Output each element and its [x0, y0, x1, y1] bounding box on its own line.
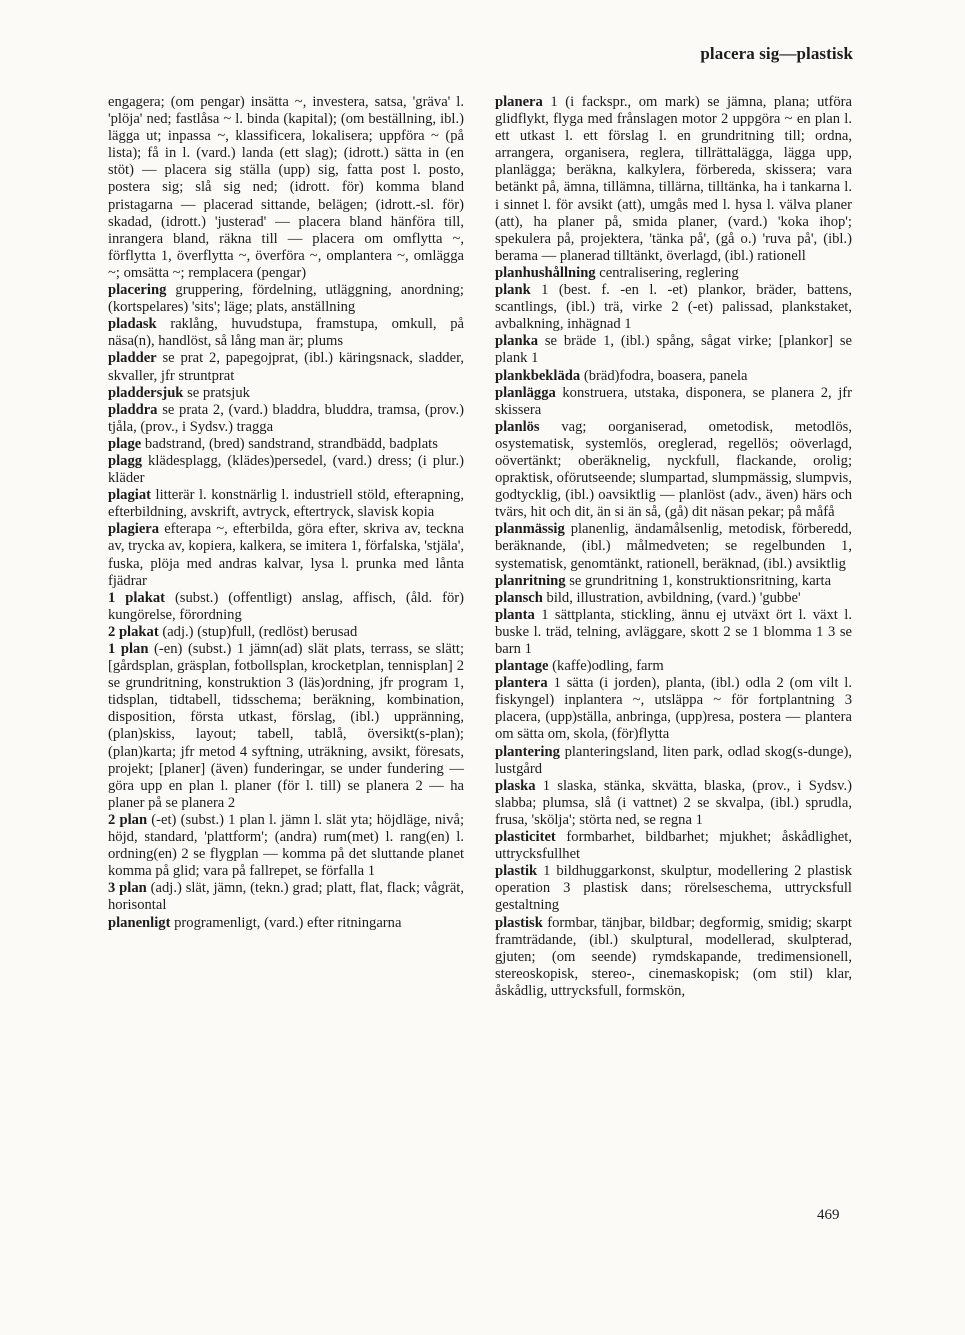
entry-definition: formbarhet, bildbarhet; mjukhet; åskådlighet, uttrycksfullhet [495, 829, 852, 863]
entry-definition: vag; oorganiserad, ometodisk, metodlös, osystematisk, systemlös, oreglerad, regellös; oöverlagd, oövertänkt; oberäknelig, nyckfull, flackande, orolig; opraktisk, oförutseende; slumpartad, slumpmässig, slumpvis, godtycklig, (ibl.) oavsiktlig — planlöst (adv., även) härs och tvärs, hit och dit, än si än så, (gå) dit näsan pekar; på måfå [495, 418, 852, 521]
entry-definition: (kaffe)odling, farm [552, 658, 664, 675]
entry-headword: planera [495, 94, 543, 110]
entry-definition: planteringsland, liten park, odlad skog(s-dunge), lustgård [495, 743, 852, 777]
entry-definition: 1 sätta (i jorden), planta, (ibl.) odla 2 (om vilt l. fiskyngel) inplantera ~, utsläppa ~ för fortplantning 3 placera, (upp)ställa, anbringa, (upp)resa, postera — plantera om sätta om, skola, (för)flytta [495, 675, 852, 743]
page-number: 469 [817, 1207, 840, 1223]
entry-headword: plaska [495, 777, 536, 794]
entry-headword: plastik [495, 863, 538, 880]
entry-definition: raklång, huvudstupa, framstupa, omkull, på näsa(n), handlöst, så lång man är; plums [108, 316, 464, 350]
entry-headword: pladdersjuk [108, 384, 184, 401]
entry-definition: formbar, tänjbar, bildbar; degformig, smidig; skarpt framträdande, (ibl.) skulptural, modellerad, skulpterad, gjuten; (om seende) rymdskapande, tredimensionell, stereoskopisk, stereo-, cinemaskopisk; (om stil) klar, åskådlig, uttrycksfull, formskön, [495, 914, 852, 999]
dictionary-entry [495, 333, 852, 367]
entry-definition: litterär l. konstnärlig l. industriell stöld, efterapning, efterbildning, avskrift, avtryck, eftertryck, slavisk kopia [108, 487, 464, 521]
entry-headword: plankbeklädа [495, 367, 581, 384]
entry-headword: 2 plakat [108, 623, 159, 640]
entry-definition: se pratsjuk [187, 384, 250, 401]
dictionary-entry [495, 607, 852, 658]
dictionary-entry [495, 590, 852, 607]
dictionary-entry [108, 385, 464, 402]
dictionary-entry [495, 829, 852, 863]
entry-definition: (-en) (subst.) 1 jämn(ad) slät plats, terrass, se slätt; [gårdsplan, gräsplan, fotbollsplan, krocketplan, tennisplan] 2 se grundritning, konstruktion 3 (läs)ordning, jfr program 1, tidsplan, tidtabell, tidsschema; beräkning, kombination, disposition, första utkast, förslag, (ibl.) uppränning, (plan)skiss, layout; tabell, tablå, översikt(s-plan); (plan)karta; jfr metod 4 syftning, uträkning, avsikt, föresats, projekt; [planer] (även) funderingar, se under fundering — göra upp en plan l. planer (för l. till) se planera 2 — ha planer på se planera 2 [108, 641, 465, 811]
entry-definition: efterapa ~, efterbilda, göra efter, skriva av, teckna av, trycka av, kopiera, kalkera, se imitera 1, förfalska, 'stjäla', fuska, plöja med andras kalvar, lysa l. prunka med lånta fjädrar [108, 521, 464, 589]
dictionary-entry [108, 487, 464, 521]
dictionary-entry [495, 915, 852, 1000]
entry-definition: programenligt, (vard.) efter ritningarna [174, 914, 402, 931]
dictionary-entry [495, 94, 852, 265]
dictionary-entry [495, 573, 852, 590]
entry-headword: plage [108, 435, 142, 452]
entry-definition: engagera; (om pengar) insätta ~, investera, satsa, 'gräva' l. 'plöja' ned; fastlåsa ~ l. binda (kapital); (om beställning, ibl.) lägga ut; inpassa ~, klassificera, lokalisera; uppföra ~ (på lista); få in l. (vard.) landa (ett slag); (idrott.) sätta in (en stöt) — placera sig ställa (upp) sig, fatta post l. posto, postera sig; slå sig ned; (idrott. för) komma bland pristagarna — placerad sittande, belägen; (idrott.-sl. för) skadad, (idrott.) 'justerad' — placera bland hänföra till, inrangera bland, räkna till — placera om omflytta ~, förflytta 1, överflytta ~, överföra ~, omplantera ~, omlägga ~; omsätta ~; remplacera (pengar) [108, 94, 464, 281]
entry-headword: planenligt [108, 914, 171, 931]
entry-definition: centralisering, reglering [599, 264, 739, 281]
entry-definition: 1 (best. f. -en l. -et) plankor, bräder, battens, scantlings, (ibl.) trä, virke 2 (-et) palissad, plankstaket, avbalkning, inhägnad 1 [495, 282, 852, 333]
entry-headword: plagiat [108, 487, 151, 504]
entry-definition: se prat 2, papegojprat, (ibl.) käringsnack, sladder, skvaller, jfr struntprat [108, 350, 464, 384]
entry-definition: (-et) (subst.) 1 plan l. jämn l. slät yta; höjdläge, nivå; höjd, standard, 'plattform'; (andra) rum(met) l. rang(en) l. ordning(en) 2 se flygplan — komma på det sluttande planet komma på glid; vara på fallrepet, se förfalla 1 [108, 811, 465, 880]
dictionary-entry [108, 316, 464, 350]
entry-headword: plantage [495, 658, 549, 675]
entry-definition: konstruera, utstaka, disponera, se planera 2, jfr skissera [495, 384, 853, 418]
dictionary-entry [108, 402, 464, 436]
dictionary-entry [108, 94, 464, 282]
entry-headword: planta [495, 606, 535, 623]
entry-definition: badstrand, (bred) sandstrand, strandbädd, badplats [144, 435, 438, 452]
dictionary-entry [495, 282, 852, 333]
entry-headword: planlägga [495, 384, 556, 401]
entry-definition: 1 sättplanta, stickling, ännu ej utväxt ört l. växt l. buske l. träd, telning, avläggare, skott 2 se 1 blomma 1 3 se barn 1 [495, 606, 852, 657]
entry-headword: planhushållning [495, 264, 596, 281]
entry-headword: planritning [495, 572, 566, 589]
entry-definition: planenlig, ändamålsenlig, metodisk, förberedd, beräknande, (ibl.) målmedveten; se regelbunden 1, systematisk, genomtänkt, rationell, beräknad, (ibl.) avsiktlig [495, 521, 852, 572]
entry-definition: klädesplagg, (klädes)persedel, (vard.) dress; (i plur.) kläder [108, 452, 464, 487]
entry-definition: (subst.) (offentligt) anslag, affisch, (åld. för) kungörelse, förordning [108, 589, 465, 623]
dictionary-entry [108, 641, 464, 812]
dictionary-entry [108, 624, 464, 641]
dictionary-entry [495, 521, 852, 572]
entry-headword: plasticitet [495, 829, 556, 846]
entry-definition: bild, illustration, avbildning, (vard.) 'gubbe' [546, 589, 801, 606]
dictionary-entry [108, 880, 464, 914]
entry-definition: 1 (i fackspr., om mark) se jämna, plana; utföra glidflykt, flyga med frånslagen motor 2 uppgöra ~ en plan l. ett utkast l. ett förslag l. en grundritning till; ordna, arrangera, organisera, reglera, tillrättalägga, lägga upp, planlägga; beräkna, kalkylera, förbereda, skissera; vara betänkt på, ämna, tillämna, tillärna, tilltänka, ha i tankarna l. i sinnet l. för avsikt (att), umgås med l. hysa l. välva planer (att), ha planer på, smida planer, (vard.) 'koka ihop'; spekulera på, projektera, 'tänka på', (gå o.) 'ruva på', (ibl.) berama — planerad tilltänkt, överlagd, (ibl.) rationell [495, 94, 852, 264]
entry-definition: (bräd)fodra, boasera, panela [583, 367, 748, 384]
entry-definition: se prata 2, (vard.) bladdra, bluddra, tramsa, (prov.) tjåla, (prov., i Sydsv.) tragga [108, 401, 464, 435]
dictionary-entry [108, 436, 464, 453]
dictionary-entry [108, 590, 464, 624]
entry-definition: gruppering, fördelning, utläggning, anordning; (kortspelares) 'sits'; läge; plats, anställning [108, 282, 464, 316]
entry-headword: plantera [495, 675, 548, 692]
entry-headword: pladdra [108, 401, 158, 418]
dictionary-entry [495, 863, 852, 914]
dictionary-entry [108, 915, 464, 932]
dictionary-entry [108, 350, 464, 384]
dictionary-entry [495, 778, 852, 829]
entry-headword: pladder [108, 350, 157, 367]
entry-headword: 1 plakat [108, 589, 165, 606]
entry-definition: se grundritning 1, konstruktionsritning, karta [569, 572, 832, 589]
entry-definition: (adj.) (stup)full, (redlöst) berusad [162, 623, 358, 640]
entry-headword: plantering [495, 743, 560, 760]
dictionary-entry [495, 385, 852, 419]
entry-headword: plansch [495, 589, 543, 606]
entry-headword: planlös [495, 418, 540, 435]
entry-headword: 2 plan [108, 811, 148, 828]
dictionary-entry [495, 675, 852, 743]
entry-definition: 1 slaska, stänka, skvätta, blaska, (prov., i Sydsv.) slabba; plumsa, slå (i vattnet) 2 se skvalpa, (ibl.) sprudla, frusa, 'skölja'; störta ned, se regna 1 [495, 777, 852, 828]
entry-definition: se bräde 1, (ibl.) spång, sågat virke; [plankor] se plank 1 [495, 333, 852, 367]
entry-headword: plank [495, 282, 531, 299]
entry-headword: plagiera [108, 521, 160, 538]
entry-headword: planka [495, 333, 538, 350]
dictionary-entry [495, 744, 852, 778]
entry-headword: 3 plan [108, 880, 147, 897]
dictionary-entry [108, 282, 464, 316]
entry-definition: 1 bildhuggarkonst, skulptur, modellering 2 plastisk operation 3 plastisk dans; rörelseschema, uttrycksfull gestaltning [495, 863, 852, 914]
entry-headword: planmässig [495, 521, 565, 538]
dictionary-entry [108, 453, 464, 487]
dictionary-entry [495, 658, 852, 675]
dictionary-entry [108, 521, 464, 589]
entry-headword: placering [108, 282, 167, 299]
entry-headword: pladask [108, 316, 157, 333]
entry-headword: 1 plan [108, 641, 149, 657]
entry-headword: plastisk [495, 914, 543, 931]
left-column [108, 94, 464, 932]
running-header: placera sig—plastisk [700, 44, 853, 63]
dictionary-entry [495, 419, 852, 522]
right-column [495, 94, 852, 1000]
dictionary-entry [495, 265, 852, 282]
dictionary-entry [108, 812, 464, 880]
dictionary-entry [495, 368, 852, 385]
entry-headword: plagg [108, 452, 143, 469]
entry-definition: (adj.) slät, jämn, (tekn.) grad; platt, flat, flack; vågrät, horisontal [108, 880, 464, 914]
